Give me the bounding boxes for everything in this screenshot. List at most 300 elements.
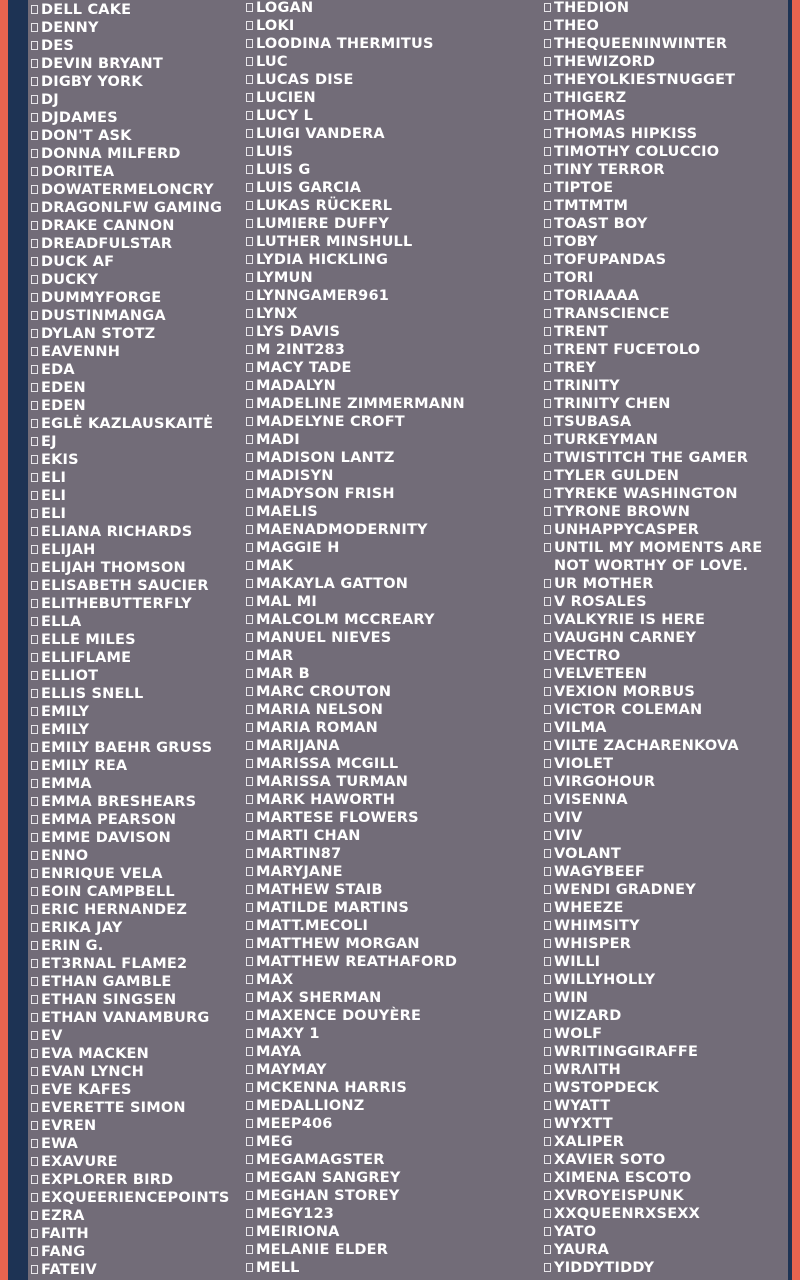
credit-name-item: [245, 1205, 465, 1223]
empty-box-icon: [544, 1119, 551, 1128]
credit-name-item: [245, 395, 465, 413]
empty-box-icon: [246, 1191, 253, 1200]
credit-name-text: TORIAAAA: [554, 288, 640, 304]
credit-name-text: ENRIQUE VELA: [41, 866, 163, 882]
empty-box-icon: [544, 1209, 551, 1218]
empty-box-icon: [246, 669, 253, 678]
empty-box-icon: [246, 111, 253, 120]
credit-name-item: [30, 847, 230, 865]
credit-name-text: ET3RNAL FLAME2: [41, 956, 188, 972]
empty-box-icon: [544, 615, 551, 624]
empty-box-icon: [31, 419, 38, 428]
credit-name-text: ETHAN GAMBLE: [41, 974, 172, 990]
credit-name-item: [245, 1115, 465, 1133]
credit-name-item: [30, 163, 230, 181]
credit-name-item: [543, 1007, 779, 1025]
credit-name-item: [543, 863, 779, 881]
empty-box-icon: [31, 1103, 38, 1112]
credit-name-text: EWA: [41, 1136, 79, 1152]
credit-name-text: ELIANA RICHARDS: [41, 524, 193, 540]
credit-name-text: MARTESE FLOWERS: [256, 810, 419, 826]
credit-name-text: LYS DAVIS: [256, 324, 341, 340]
empty-box-icon: [246, 1083, 253, 1092]
credit-name-item: [30, 1171, 230, 1189]
credit-name-text: ERIN G.: [41, 938, 104, 954]
credit-name-item: [245, 377, 465, 395]
credit-name-item: [543, 1061, 779, 1079]
empty-box-icon: [246, 1227, 253, 1236]
credit-name-text: MAK: [256, 558, 294, 574]
credit-name-item: [543, 935, 779, 953]
empty-box-icon: [31, 1031, 38, 1040]
empty-box-icon: [31, 545, 38, 554]
empty-box-icon: [544, 381, 551, 390]
credit-name-item: [30, 1117, 230, 1135]
credit-name-text: LUIS: [256, 144, 294, 160]
empty-box-icon: [31, 1247, 38, 1256]
credits-column-1: [30, 1, 230, 1279]
empty-box-icon: [544, 273, 551, 282]
credit-name-text: MADI: [256, 432, 300, 448]
credit-name-item: [543, 539, 779, 575]
credit-name-text: TRANSCIENCE: [554, 306, 670, 322]
credit-name-text: TRINITY CHEN: [554, 396, 671, 412]
empty-box-icon: [544, 579, 551, 588]
credit-name-item: [30, 613, 230, 631]
credit-name-item: [30, 541, 230, 559]
empty-box-icon: [31, 221, 38, 230]
credit-name-text: WILLI: [554, 954, 601, 970]
credit-name-text: WYATT: [554, 1098, 611, 1114]
credit-name-item: [543, 449, 779, 467]
empty-box-icon: [544, 399, 551, 408]
credit-name-text: MEGAN SANGREY: [256, 1170, 401, 1186]
credit-name-item: [543, 701, 779, 719]
credit-name-text: MAR: [256, 648, 294, 664]
credit-name-text: MEGY123: [256, 1206, 335, 1222]
credit-name-text: MCKENNA HARRIS: [256, 1080, 408, 1096]
credit-name-text: MARISSA MCGILL: [256, 756, 399, 772]
credit-name-text: VILTE ZACHARENKOVA: [554, 738, 739, 754]
credit-name-item: [543, 1205, 779, 1223]
credit-name-item: [543, 899, 779, 917]
empty-box-icon: [246, 813, 253, 822]
credit-name-item: [30, 1027, 230, 1045]
empty-box-icon: [31, 761, 38, 770]
credit-name-item: [30, 1207, 230, 1225]
credit-name-item: [543, 359, 779, 377]
credit-name-text: MEIRIONA: [256, 1224, 340, 1240]
credit-name-text: DUCK AF: [41, 254, 115, 270]
credit-name-text: ELLA: [41, 614, 82, 630]
credit-name-text: EDA: [41, 362, 75, 378]
empty-box-icon: [31, 1265, 38, 1274]
credit-name-item: [30, 451, 230, 469]
credit-name-item: [543, 575, 779, 593]
credit-name-item: [30, 775, 230, 793]
empty-box-icon: [31, 671, 38, 680]
credit-name-item: [543, 467, 779, 485]
empty-box-icon: [544, 489, 551, 498]
empty-box-icon: [31, 401, 38, 410]
empty-box-icon: [31, 275, 38, 284]
empty-box-icon: [544, 1263, 551, 1272]
empty-box-icon: [31, 1175, 38, 1184]
credit-name-text: DORITEA: [41, 164, 115, 180]
empty-box-icon: [544, 795, 551, 804]
empty-box-icon: [31, 995, 38, 1004]
credit-name-item: [245, 989, 465, 1007]
credit-name-item: [245, 53, 465, 71]
empty-box-icon: [246, 471, 253, 480]
credit-name-text: EMILY: [41, 722, 90, 738]
credit-name-text: ELI: [41, 488, 67, 504]
credit-name-item: [30, 325, 230, 343]
empty-box-icon: [246, 1119, 253, 1128]
credit-name-item: [245, 593, 465, 611]
credit-name-item: [245, 683, 465, 701]
credit-name-item: [543, 1187, 779, 1205]
empty-box-icon: [246, 93, 253, 102]
empty-box-icon: [246, 255, 253, 264]
credit-name-item: [543, 395, 779, 413]
credit-name-text: YIDDYTIDDY: [554, 1260, 655, 1276]
empty-box-icon: [31, 887, 38, 896]
credit-name-item: [245, 485, 465, 503]
empty-box-icon: [246, 363, 253, 372]
empty-box-icon: [544, 723, 551, 732]
credit-name-item: [30, 217, 230, 235]
empty-box-icon: [31, 959, 38, 968]
credit-name-item: [30, 1135, 230, 1153]
credit-name-text: LYNX: [256, 306, 298, 322]
credit-name-text: VIV: [554, 810, 583, 826]
empty-box-icon: [246, 1137, 253, 1146]
credit-name-item: [245, 755, 465, 773]
credit-name-item: [30, 253, 230, 271]
credit-name-text: TOFUPANDAS: [554, 252, 667, 268]
empty-box-icon: [31, 365, 38, 374]
empty-box-icon: [544, 345, 551, 354]
credit-name-text: TYRONE BROWN: [554, 504, 691, 520]
credit-name-text: MARIA ROMAN: [256, 720, 378, 736]
empty-box-icon: [246, 597, 253, 606]
empty-box-icon: [31, 437, 38, 446]
empty-box-icon: [544, 21, 551, 30]
credit-name-text: DYLAN STOTZ: [41, 326, 156, 342]
empty-box-icon: [544, 57, 551, 66]
credit-name-item: [245, 323, 465, 341]
credit-name-text: XALIPER: [554, 1134, 625, 1150]
credit-name-text: THEQUEENINWINTER: [554, 36, 728, 52]
credit-name-item: [543, 1133, 779, 1151]
credit-name-text: MATT.MECOLI: [256, 918, 369, 934]
credit-name-item: [30, 199, 230, 217]
credit-name-text: VOLANT: [554, 846, 621, 862]
empty-box-icon: [246, 705, 253, 714]
credit-name-text: THEDION: [554, 0, 630, 16]
credit-name-item: [30, 865, 230, 883]
credit-name-item: [543, 143, 779, 161]
empty-box-icon: [246, 3, 253, 12]
credit-name-item: [30, 937, 230, 955]
credit-name-item: [245, 1025, 465, 1043]
credit-name-text: LYMUN: [256, 270, 313, 286]
empty-box-icon: [544, 1227, 551, 1236]
empty-box-icon: [31, 347, 38, 356]
credit-name-item: [245, 359, 465, 377]
empty-box-icon: [544, 147, 551, 156]
credit-name-text: XAVIER SOTO: [554, 1152, 666, 1168]
empty-box-icon: [544, 417, 551, 426]
empty-box-icon: [246, 867, 253, 876]
credit-name-text: YAURA: [554, 1242, 610, 1258]
credit-name-text: WSTOPDECK: [554, 1080, 659, 1096]
credit-name-text: WIN: [554, 990, 589, 1006]
empty-box-icon: [31, 311, 38, 320]
credit-name-text: MARTI CHAN: [256, 828, 361, 844]
credit-name-item: [30, 811, 230, 829]
credit-name-text: MAX SHERMAN: [256, 990, 382, 1006]
credit-name-text: DREADFULSTAR: [41, 236, 173, 252]
empty-box-icon: [544, 1011, 551, 1020]
credit-name-item: [30, 1189, 230, 1207]
credit-name-item: [245, 557, 465, 575]
credit-name-item: [245, 1007, 465, 1025]
credit-name-text: THEO: [554, 18, 600, 34]
empty-box-icon: [246, 921, 253, 930]
credit-name-item: [245, 35, 465, 53]
empty-box-icon: [246, 183, 253, 192]
empty-box-icon: [544, 687, 551, 696]
credit-name-text: MEG: [256, 1134, 293, 1150]
empty-box-icon: [31, 707, 38, 716]
credit-name-text: THOMAS HIPKISS: [554, 126, 698, 142]
empty-box-icon: [246, 75, 253, 84]
empty-box-icon: [246, 399, 253, 408]
credit-name-item: [245, 251, 465, 269]
credit-name-text: VICTOR COLEMAN: [554, 702, 703, 718]
credit-name-item: [30, 235, 230, 253]
credit-name-text: MAL MI: [256, 594, 317, 610]
credit-name-text: XVROYEISPUNK: [554, 1188, 684, 1204]
empty-box-icon: [544, 741, 551, 750]
credit-name-text: VILMA: [554, 720, 607, 736]
empty-box-icon: [544, 165, 551, 174]
empty-box-icon: [544, 435, 551, 444]
empty-box-icon: [544, 849, 551, 858]
credit-name-item: [543, 521, 779, 539]
credit-name-item: [245, 719, 465, 737]
credit-name-text: TYREKE WASHINGTON: [554, 486, 738, 502]
empty-box-icon: [246, 1155, 253, 1164]
empty-box-icon: [544, 111, 551, 120]
credit-name-text: V ROSALES: [554, 594, 647, 610]
credit-name-text: TOBY: [554, 234, 598, 250]
credit-name-item: [543, 215, 779, 233]
credit-name-item: [245, 179, 465, 197]
credit-name-item: [543, 773, 779, 791]
empty-box-icon: [246, 849, 253, 858]
credit-name-text: EMILY: [41, 704, 90, 720]
credit-name-text: DUCKY: [41, 272, 99, 288]
empty-box-icon: [246, 417, 253, 426]
credit-name-text: TORI: [554, 270, 594, 286]
credit-name-text: THIGERZ: [554, 90, 627, 106]
credit-name-text: DENNY: [41, 20, 99, 36]
empty-box-icon: [544, 669, 551, 678]
credit-name-item: [245, 431, 465, 449]
credit-name-item: [30, 523, 230, 541]
empty-box-icon: [544, 885, 551, 894]
empty-box-icon: [31, 257, 38, 266]
credit-name-item: [543, 737, 779, 755]
empty-box-icon: [544, 921, 551, 930]
empty-box-icon: [31, 491, 38, 500]
credit-name-text: ELLIFLAME: [41, 650, 132, 666]
empty-box-icon: [544, 543, 551, 552]
credit-name-text: EXPLORER BIRD: [41, 1172, 174, 1188]
credit-name-text: MADALYN: [256, 378, 336, 394]
empty-box-icon: [31, 599, 38, 608]
empty-box-icon: [544, 1137, 551, 1146]
credit-name-item: [245, 1061, 465, 1079]
credit-name-text: THOMAS: [554, 108, 626, 124]
empty-box-icon: [246, 525, 253, 534]
credit-name-text: EMMA BRESHEARS: [41, 794, 197, 810]
credit-name-text: DIGBY YORK: [41, 74, 143, 90]
empty-box-icon: [246, 1209, 253, 1218]
credit-name-item: [245, 215, 465, 233]
credit-name-item: [543, 1223, 779, 1241]
credit-name-item: [245, 341, 465, 359]
credit-name-item: [30, 1045, 230, 1063]
credit-name-text: UNTIL MY MOMENTS ARE NOT WORTHY OF LOVE.: [554, 540, 763, 574]
empty-box-icon: [246, 741, 253, 750]
credit-name-text: ELITHEBUTTERFLY: [41, 596, 192, 612]
empty-box-icon: [31, 383, 38, 392]
credit-name-text: MAGGIE H: [256, 540, 340, 556]
credit-name-text: ETHAN SINGSEN: [41, 992, 177, 1008]
credit-name-item: [30, 343, 230, 361]
empty-box-icon: [246, 1047, 253, 1056]
empty-box-icon: [544, 507, 551, 516]
credit-name-item: [543, 35, 779, 53]
credit-name-item: [30, 991, 230, 1009]
credit-name-text: MACY TADE: [256, 360, 352, 376]
empty-box-icon: [246, 651, 253, 660]
empty-box-icon: [31, 41, 38, 50]
empty-box-icon: [31, 797, 38, 806]
credit-name-text: MATHEW STAIB: [256, 882, 383, 898]
credit-name-text: EDEN: [41, 380, 86, 396]
credit-name-text: MARISSA TURMAN: [256, 774, 409, 790]
credit-name-text: TMTMTM: [554, 198, 629, 214]
credit-name-text: ELIJAH THOMSON: [41, 560, 186, 576]
credit-name-text: DELL CAKE: [41, 2, 132, 18]
credit-name-text: ETHAN VANAMBURG: [41, 1010, 210, 1026]
credit-name-text: EMME DAVISON: [41, 830, 171, 846]
empty-box-icon: [31, 977, 38, 986]
empty-box-icon: [31, 239, 38, 248]
credit-name-text: VIV: [554, 828, 583, 844]
credit-name-item: [543, 1151, 779, 1169]
credit-name-item: [245, 863, 465, 881]
credit-name-item: [245, 197, 465, 215]
credit-name-item: [543, 413, 779, 431]
credit-name-text: MEGHAN STOREY: [256, 1188, 400, 1204]
credit-name-text: UNHAPPYCASPER: [554, 522, 700, 538]
empty-box-icon: [544, 597, 551, 606]
credit-name-item: [543, 971, 779, 989]
credit-name-text: MARC CROUTON: [256, 684, 392, 700]
credit-name-text: TRENT: [554, 324, 608, 340]
credit-name-text: DES: [41, 38, 74, 54]
credit-name-item: [30, 649, 230, 667]
credit-name-item: [245, 899, 465, 917]
credit-name-item: [30, 109, 230, 127]
credit-name-text: EMILY REA: [41, 758, 128, 774]
empty-box-icon: [31, 167, 38, 176]
credit-name-item: [30, 703, 230, 721]
empty-box-icon: [246, 435, 253, 444]
empty-box-icon: [31, 23, 38, 32]
empty-box-icon: [31, 509, 38, 518]
credit-name-item: [543, 377, 779, 395]
credit-name-item: [543, 17, 779, 35]
credit-name-item: [30, 379, 230, 397]
empty-box-icon: [544, 1101, 551, 1110]
empty-box-icon: [31, 131, 38, 140]
empty-box-icon: [246, 1011, 253, 1020]
credit-name-text: WAGYBEEF: [554, 864, 646, 880]
empty-box-icon: [31, 293, 38, 302]
credit-name-item: [543, 179, 779, 197]
empty-box-icon: [246, 939, 253, 948]
credit-name-text: DRAGONLFW GAMING: [41, 200, 223, 216]
empty-box-icon: [31, 815, 38, 824]
credit-name-item: [245, 17, 465, 35]
credit-name-item: [245, 611, 465, 629]
credit-name-text: MATILDE MARTINS: [256, 900, 410, 916]
credit-name-text: MADELYNE CROFT: [256, 414, 405, 430]
credit-name-item: [245, 521, 465, 539]
credit-name-text: MEEP406: [256, 1116, 333, 1132]
empty-box-icon: [31, 1067, 38, 1076]
credit-name-text: DRAKE CANNON: [41, 218, 175, 234]
empty-box-icon: [246, 507, 253, 516]
empty-box-icon: [246, 381, 253, 390]
empty-box-icon: [246, 21, 253, 30]
credit-name-text: LUIS G: [256, 162, 311, 178]
credit-name-item: [245, 827, 465, 845]
credit-name-item: [543, 755, 779, 773]
credit-name-item: [245, 791, 465, 809]
credit-name-text: TIMOTHY COLUCCIO: [554, 144, 720, 160]
empty-box-icon: [544, 1065, 551, 1074]
credit-name-text: MARIA NELSON: [256, 702, 384, 718]
empty-box-icon: [31, 329, 38, 338]
empty-box-icon: [246, 273, 253, 282]
credit-name-text: DON'T ASK: [41, 128, 132, 144]
credit-name-text: TINY TERROR: [554, 162, 665, 178]
credit-name-text: EXQUEERIENCEPOINTS: [41, 1190, 230, 1206]
empty-box-icon: [31, 203, 38, 212]
credit-name-item: [30, 361, 230, 379]
credit-name-text: WRITINGGIRAFFE: [554, 1044, 699, 1060]
credit-name-text: WOLF: [554, 1026, 603, 1042]
credit-name-item: [245, 701, 465, 719]
